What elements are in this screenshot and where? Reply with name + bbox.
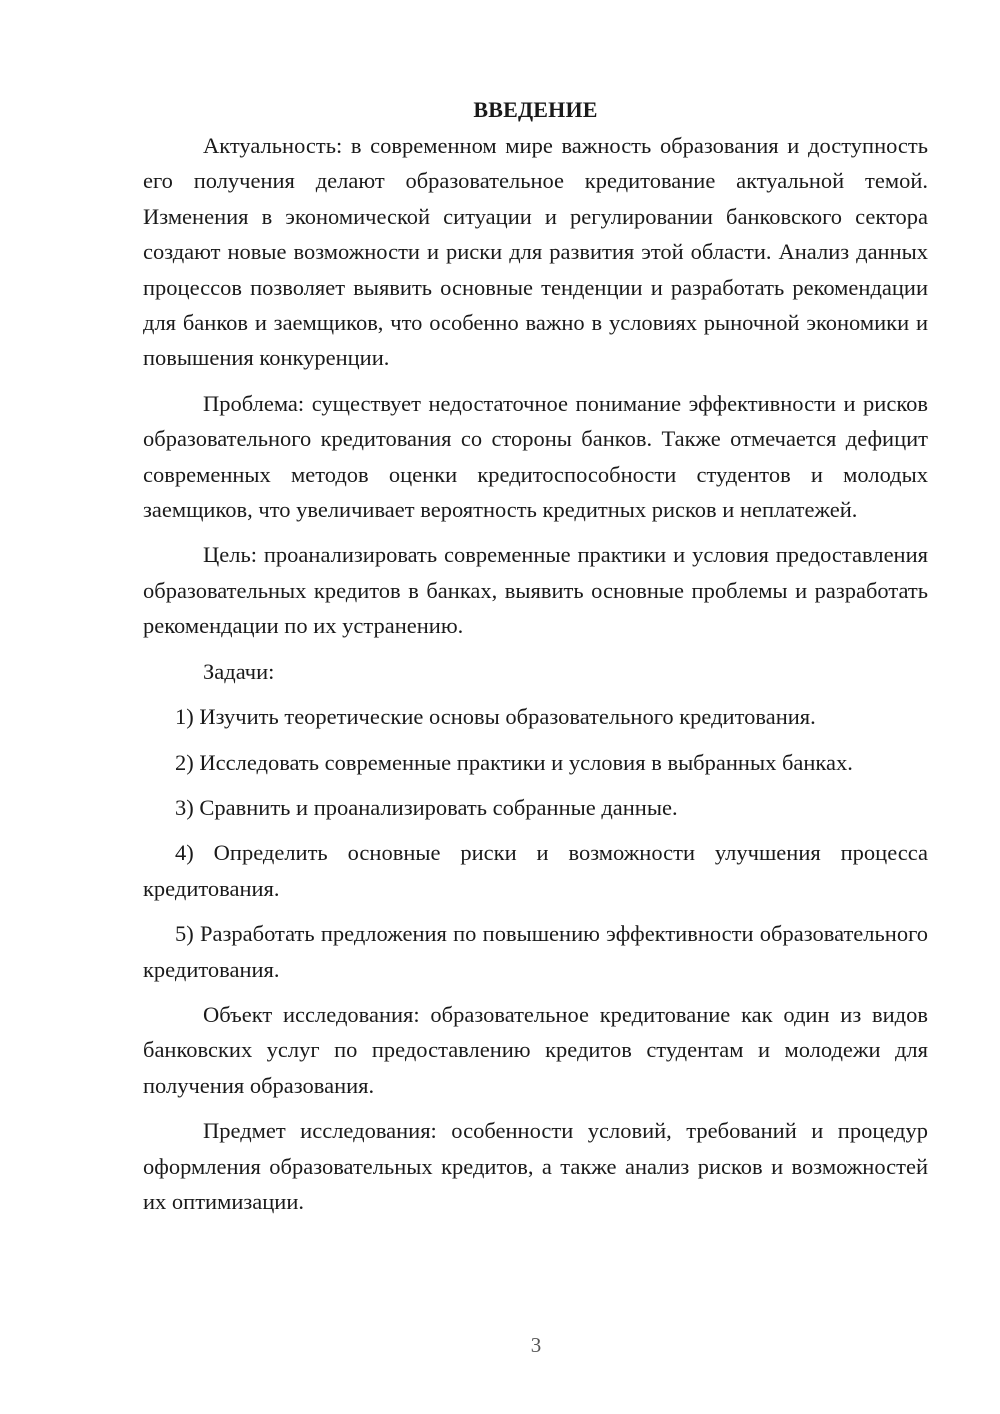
task-item-2: 2) Исследовать современные практики и условия в выбранных банках. [175, 749, 853, 775]
document-page [143, 95, 928, 1219]
goal-paragraph: Цель: проанализировать современные практики и условия предоставления образовательных кредитов в банках, выявить основные проблемы и разработать рекомендации по их устранению. [143, 542, 928, 639]
problem-paragraph: Проблема: существует недостаточное понимание эффективности и рисков образовательного кредитования со стороны банков. Также отмечается дефицит современных методов оценки кредитоспособности студентов и молодых заемщиков, что увеличивает вероятность кредитных рисков и неплатежей. [143, 390, 928, 523]
object-paragraph: Объект исследования: образовательное кредитование как один из видов банковских услуг по предоставлению кредитов студентам и молодежи для получения образования. [143, 1001, 928, 1098]
task-item-3: 3) Сравнить и проанализировать собранные данные. [175, 794, 678, 820]
subject-paragraph: Предмет исследования: особенности условий, требований и процедур оформления образовательных кредитов, а также анализ рисков и возможностей их оптимизации. [143, 1118, 928, 1214]
task-item-5: 5) Разработать предложения по повышению эффективности образовательного кредитования. [143, 921, 928, 982]
tasks-heading: Задачи: [203, 658, 275, 684]
section-title: ВВЕДЕНИЕ [473, 97, 598, 122]
page-number: 3 [530, 1333, 542, 1357]
task-item-4: 4) Определить основные риски и возможности улучшения процесса кредитования. [143, 840, 928, 901]
task-item-1: 1) Изучить теоретические основы образовательного кредитования. [175, 704, 816, 730]
relevance-paragraph: Актуальность: в современном мире важность образования и доступность его получения делают образовательное кредитование актуальной темой. Изменения в экономической ситуации и регулировании банковского сектора создают новые возможности и риски для развития этой области. Анализ данных процессов позволяет выявить основные тенденции и разработать рекомендации для банков и заемщиков, что особенно важно в условиях рыночной экономики и повышения конкуренции. [143, 133, 928, 371]
